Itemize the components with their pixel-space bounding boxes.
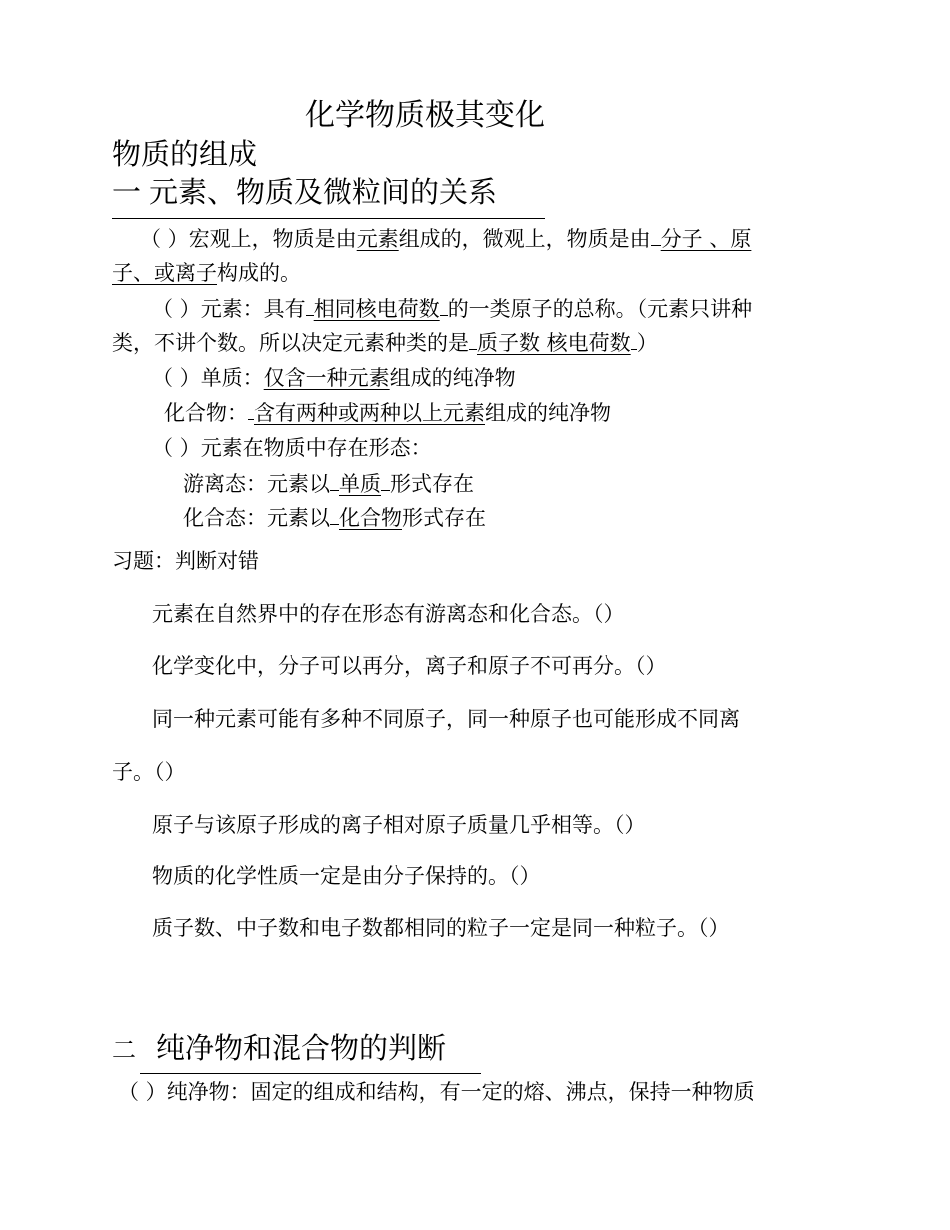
answer-paren: （ ） [140, 227, 189, 251]
answer-blank: 相同核电荷数 [313, 297, 440, 321]
answer-paren: （ ） [152, 436, 201, 460]
blank-line [330, 489, 339, 491]
exercise-question-2: 化学变化中，分子可以再分，离子和原子不可再分。（） [152, 654, 667, 678]
part2-item-pure-substance [118, 1082, 755, 1103]
answer-blank: 元素 [356, 227, 399, 251]
item-text: 单质： [200, 366, 264, 390]
part1-heading-rule [112, 218, 545, 219]
item-element-forms [152, 438, 432, 459]
exercise-question-4: 原子与该原子形成的离子相对原子质量几乎相等。（） [152, 813, 646, 837]
part1-number: 一 [112, 175, 142, 209]
blank-line [651, 244, 661, 246]
section-heading: 物质的组成 [112, 137, 258, 171]
exercise-question-6: 质子数、中子数和电子数都相同的粒子一定是同一种粒子。（） [152, 916, 730, 940]
item-text: 化合物： [164, 401, 248, 425]
exercise-question-3-line1: 同一种元素可能有多种不同原子，同一种原子也可能形成不同离 [152, 707, 740, 731]
item-text: 形式存在 [390, 472, 474, 496]
exercise-heading: 习题：判断对错 [112, 549, 259, 573]
exercise-question-1: 元素在自然界中的存在形态有游离态和化合态。（） [152, 602, 625, 626]
item-text: 的一类原子的总称。（元素只讲种 [447, 297, 753, 321]
item-text: ） [636, 331, 658, 355]
item-text: 元素：具有 [200, 297, 306, 321]
item-text: 构成的。 [217, 261, 301, 285]
answer-blank: 子、或离子 [112, 261, 217, 285]
item-text: 组成的，微观上，物质是由 [398, 227, 651, 251]
blank-line [440, 314, 448, 316]
item-text: 宏观上，物质是由 [188, 227, 357, 251]
item-element-line2 [112, 333, 658, 354]
part1-heading [112, 175, 498, 209]
blank-line [469, 348, 477, 350]
exercise-question-5: 物质的化学性质一定是由分子保持的。（） [152, 864, 541, 888]
answer-blank: 仅含一种元素 [263, 366, 390, 390]
document-title: 化学物质极其变化 [305, 98, 545, 133]
item-element-line1 [152, 299, 752, 320]
item-macro-line2 [112, 263, 301, 284]
part1-title: 元素、物质及微粒间的关系 [149, 175, 498, 209]
answer-paren: （ ） [152, 297, 201, 321]
part2-heading [112, 1031, 447, 1065]
item-compound [164, 403, 611, 424]
item-simple-substance [152, 368, 516, 389]
part2-number: 二 [112, 1036, 136, 1064]
item-free-state [183, 474, 474, 495]
item-combined-state [183, 508, 486, 529]
item-text: 形式存在 [402, 506, 486, 530]
item-text: 化合态：元素以 [183, 506, 330, 530]
answer-blank: 化合物 [339, 506, 402, 530]
item-text: 组成的纯净物 [389, 366, 516, 390]
answer-blank: 分子 、原 [660, 227, 752, 251]
item-text: 元素在物质中存在形态： [200, 436, 432, 460]
blank-line [330, 523, 339, 525]
answer-blank: 质子数 核电荷数 [477, 331, 631, 355]
part2-title: 纯净物和混合物的判断 [156, 1031, 447, 1065]
item-macro-line1 [140, 229, 751, 250]
answer-paren: （ ） [118, 1080, 167, 1104]
answer-paren: （ ） [152, 366, 201, 390]
blank-line [381, 489, 390, 491]
answer-blank: 单质 [339, 472, 381, 496]
item-text: 类，不讲个数。所以决定元素种类的是 [112, 331, 469, 355]
item-text: 组成的纯净物 [485, 401, 611, 425]
blank-line [306, 314, 314, 316]
item-text: 纯净物：固定的组成和结构，有一定的熔、沸点，保持一种物质 [166, 1080, 755, 1104]
part2-heading-rule [140, 1073, 481, 1074]
exercise-question-3-line2: 子。（） [112, 760, 186, 784]
item-text: 游离态：元素以 [183, 472, 330, 496]
answer-blank: 含有两种或两种以上元素 [254, 401, 485, 425]
